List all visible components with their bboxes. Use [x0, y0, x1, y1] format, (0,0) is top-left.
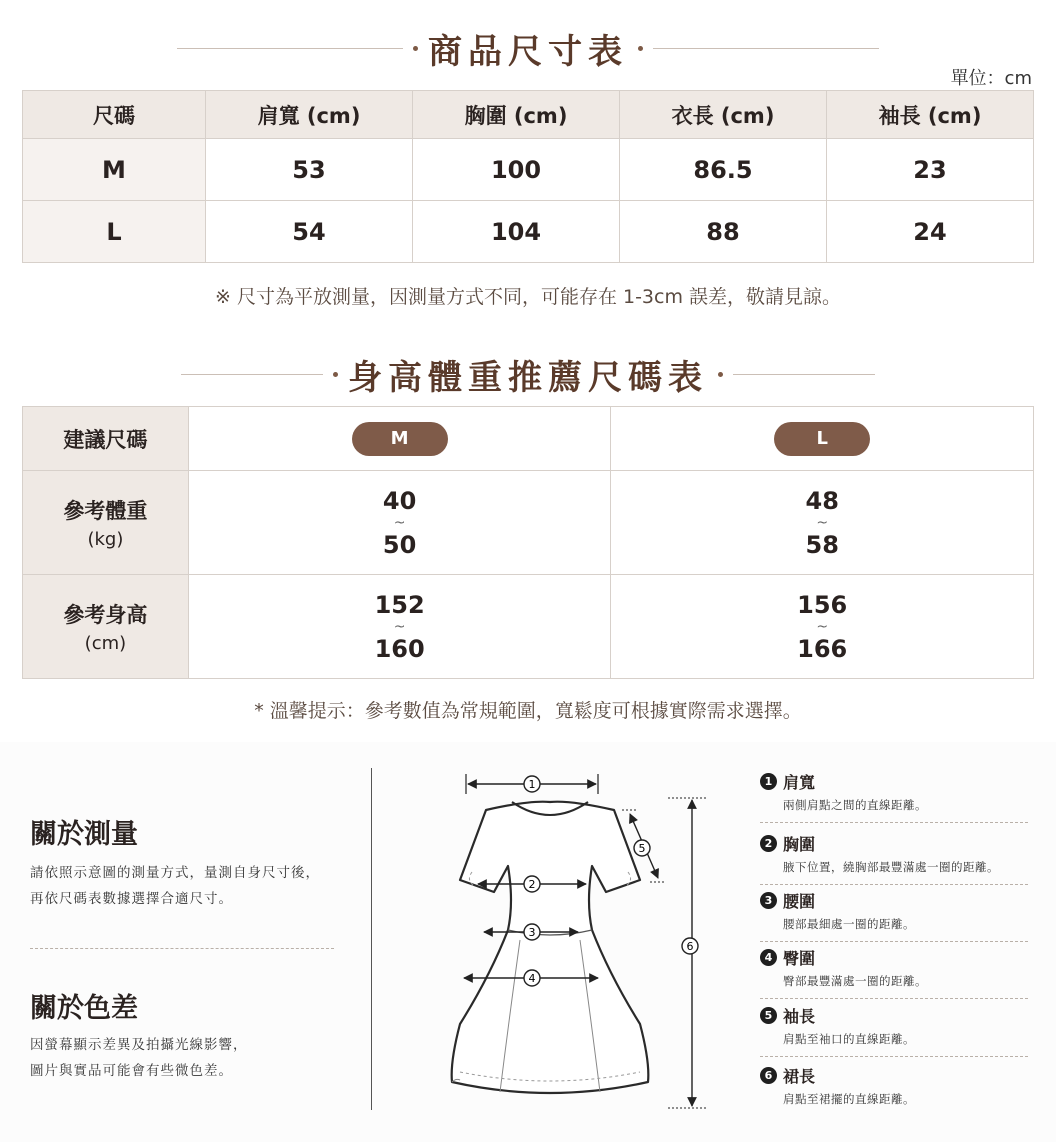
measure-desc: 腰部最細處一圈的距離。: [783, 917, 915, 931]
marker-2: [524, 876, 540, 892]
table-cell: [611, 407, 1034, 471]
about-color-title: 關於色差: [30, 993, 138, 1024]
table-header-row: [23, 91, 1034, 139]
number-badge-icon: 3: [760, 892, 777, 909]
svg-text:1: 1: [528, 778, 536, 791]
about-measure-title: 關於測量: [30, 819, 138, 850]
range-tilde: ~: [393, 514, 406, 531]
recommend-chart-title: 身高體重推薦尺碼表: [348, 358, 708, 398]
height-min: 156: [797, 590, 848, 619]
range-tilde: ~: [393, 618, 406, 635]
table-cell: 24: [827, 201, 1034, 263]
table-cell: 53: [206, 139, 413, 201]
row-label-weight: [23, 471, 189, 575]
measure-name: 臀圍: [783, 949, 816, 968]
number-badge-icon: 2: [760, 835, 777, 852]
measure-name: 胸圍: [783, 835, 816, 854]
recommend-table: [22, 406, 1034, 679]
number-badge-icon: 5: [760, 1007, 777, 1024]
header-sleeve: 袖長 (cm): [827, 91, 1034, 139]
heading-rule: [733, 374, 875, 375]
table-cell: 88: [620, 201, 827, 263]
measure-desc: 肩點至裙擺的直線距離。: [783, 1092, 915, 1106]
number-badge-icon: 6: [760, 1067, 777, 1084]
number-badge-icon: 4: [760, 949, 777, 966]
weight-min: 48: [805, 486, 839, 515]
size-chart-title: 商品尺寸表: [428, 32, 628, 72]
heading-dot: [638, 46, 643, 51]
height-min: 152: [374, 590, 425, 619]
marker-6: [682, 938, 698, 954]
svg-text:3: 3: [528, 926, 536, 939]
size-chart-note: ※ 尺寸為平放測量，因測量方式不同，可能存在 1-3cm 誤差，敬請見諒。: [214, 286, 842, 308]
measure-desc: 腋下位置，繞胸部最豐滿處一圈的距離。: [783, 860, 999, 874]
weight-max: 50: [382, 530, 417, 559]
about-measure-line: 請依照示意圖的測量方式，量測自身尺寸後，: [30, 865, 320, 881]
range-tilde: ~: [816, 514, 829, 531]
about-color-line: 圖片與實品可能會有些微色差。: [30, 1063, 233, 1079]
height-max: 166: [797, 634, 848, 663]
about-measure-text: [30, 860, 320, 912]
marker-4: [524, 970, 540, 986]
measure-desc: 兩側肩點之間的直線距離。: [783, 798, 927, 812]
table-cell: 54: [206, 201, 413, 263]
table-row: [23, 201, 1034, 263]
divider: [760, 998, 1028, 999]
measure-item-chest: [760, 832, 1028, 885]
weight-unit: (kg): [87, 529, 124, 550]
table-cell: 86.5: [620, 139, 827, 201]
measure-name: 腰圍: [783, 892, 816, 911]
table-cell: 104: [413, 201, 620, 263]
marker-1: [524, 776, 540, 792]
header-shoulder: 肩寬 (cm): [206, 91, 413, 139]
table-row: [23, 575, 1034, 679]
height-label: 參考身高: [63, 603, 148, 627]
dress-outline: [452, 802, 649, 1093]
heading-dot: [718, 372, 723, 377]
svg-text:2: 2: [528, 878, 536, 891]
about-color-text: [30, 1032, 248, 1084]
dress-diagram: [400, 762, 720, 1132]
recommend-chart-heading: [0, 350, 1056, 399]
recommend-chart-note: * 溫馨提示：參考數值為常規範圍，寬鬆度可根據實際需求選擇。: [254, 700, 802, 722]
divider: [760, 1056, 1028, 1057]
divider: [760, 822, 1028, 823]
measure-item-sleeve: [760, 1004, 1028, 1057]
svg-text:5: 5: [638, 842, 646, 855]
measure-item-length: [760, 1064, 1028, 1107]
divider: [760, 884, 1028, 885]
size-chart-heading: [0, 24, 1056, 73]
heading-dot: [333, 372, 338, 377]
height-unit: (cm): [84, 633, 127, 654]
size-pill-l: L: [774, 422, 870, 456]
measure-desc: 肩點至袖口的直線距離。: [783, 1032, 915, 1046]
about-color-line: 因螢幕顯示差異及拍攝光線影響，: [30, 1037, 248, 1053]
weight-max: 58: [805, 530, 839, 559]
table-cell: 23: [827, 139, 1034, 201]
measure-guide: [0, 742, 1056, 1142]
measure-item-shoulder: [760, 770, 1028, 823]
range-tilde: ~: [816, 618, 829, 635]
heading-dot: [413, 46, 418, 51]
size-table: [22, 90, 1034, 263]
weight-label: 參考體重: [63, 499, 148, 523]
measure-desc: 臀部最豐滿處一圈的距離。: [783, 974, 927, 988]
measure-name: 裙長: [783, 1067, 816, 1086]
unit-label: 單位：cm: [950, 68, 1032, 89]
header-chest: 胸圍 (cm): [413, 91, 620, 139]
measure-item-waist: [760, 889, 1028, 942]
table-cell: [188, 471, 611, 575]
measure-name: 袖長: [783, 1007, 816, 1026]
vertical-divider: [371, 768, 372, 1110]
heading-rule: [181, 374, 323, 375]
measure-name: 肩寬: [783, 773, 816, 792]
header-size: 尺碼: [23, 91, 206, 139]
table-cell: [611, 471, 1034, 575]
table-cell: [188, 575, 611, 679]
weight-min: 40: [382, 486, 417, 515]
table-cell-size: L: [23, 201, 206, 263]
number-badge-icon: 1: [760, 773, 777, 790]
svg-text:6: 6: [686, 940, 694, 953]
divider: [760, 941, 1028, 942]
table-cell-size: M: [23, 139, 206, 201]
divider: [30, 948, 334, 949]
table-row: [23, 407, 1034, 471]
table-cell: [188, 407, 611, 471]
header-length: 衣長 (cm): [620, 91, 827, 139]
heading-rule: [653, 48, 879, 49]
marker-5: [634, 840, 650, 856]
height-max: 160: [374, 634, 425, 663]
svg-text:4: 4: [528, 972, 536, 985]
table-cell: [611, 575, 1034, 679]
marker-3: [524, 924, 540, 940]
table-cell: 100: [413, 139, 620, 201]
table-row: [23, 139, 1034, 201]
measure-item-hip: [760, 946, 1028, 999]
about-measure-line: 再依尺碼表數據選擇合適尺寸。: [30, 891, 233, 907]
row-label-height: [23, 575, 189, 679]
row-label-size: 建議尺碼: [23, 407, 189, 471]
size-pill-m: M: [352, 422, 448, 456]
heading-rule: [177, 48, 403, 49]
table-row: [23, 471, 1034, 575]
